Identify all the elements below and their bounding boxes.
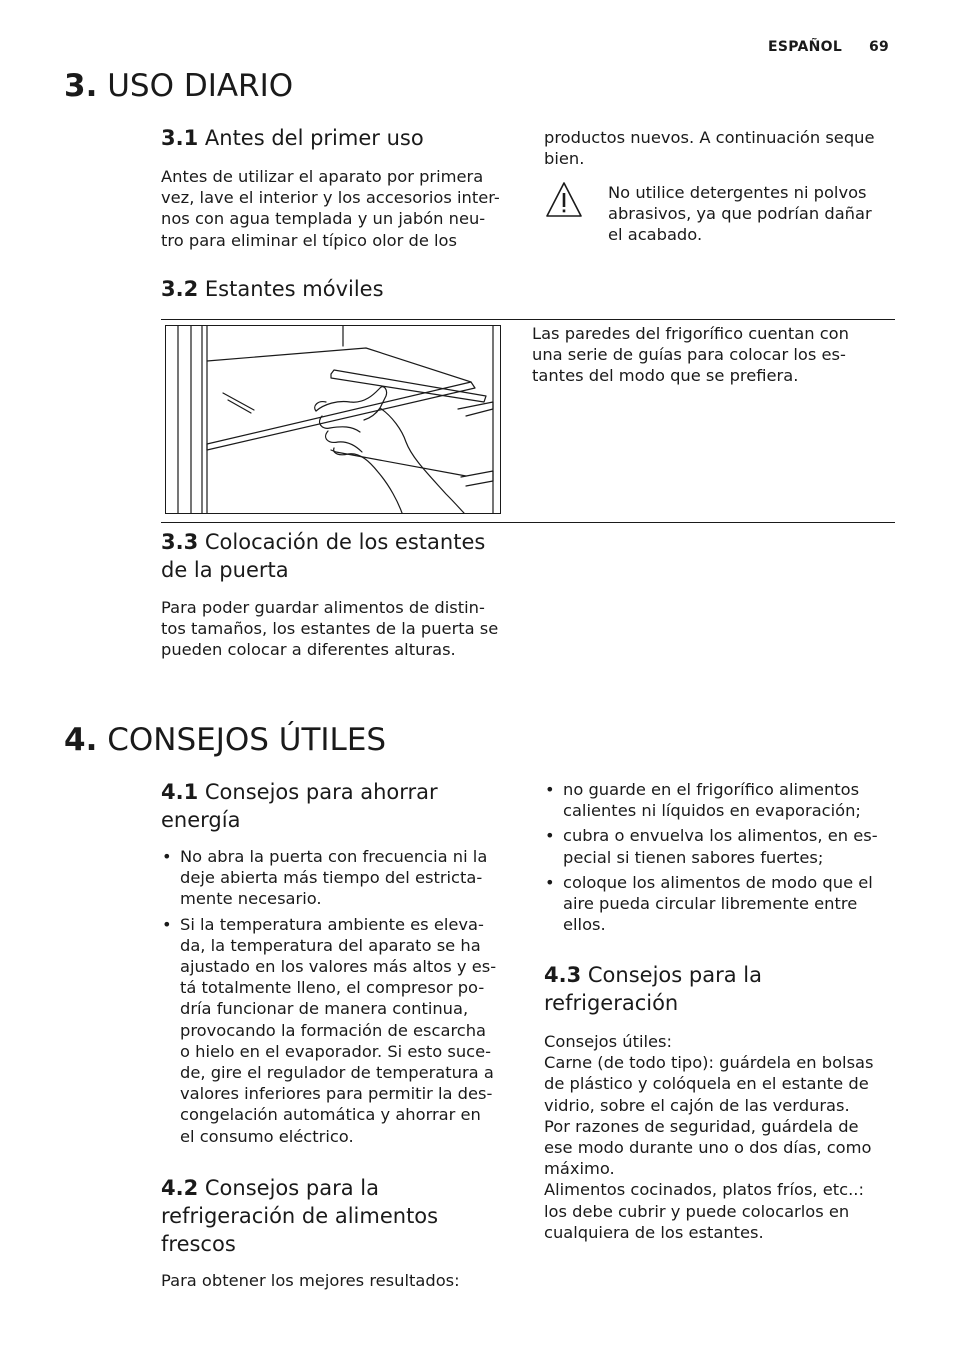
list-line: ellos. <box>563 915 606 935</box>
section-3-3-heading <box>161 528 485 584</box>
body-line: máximo. <box>544 1159 615 1179</box>
list-line: dría funcionar de manera continua, <box>180 999 469 1019</box>
section-4-2-title-line: refrigeración de alimentos <box>161 1204 439 1228</box>
list-line: provocando la formación de escarcha <box>180 1020 487 1040</box>
list-line: da, la temperatura del aparato se ha <box>180 935 481 955</box>
section-3-3-body <box>161 597 498 661</box>
warning-line: abrasivos, ya que podrían dañar <box>608 204 872 224</box>
section-4-3-title-line: refrigeración <box>544 991 679 1015</box>
body-line: Carne (de todo tipo): guárdela en bolsas <box>544 1053 874 1073</box>
section-3-1-body-continued <box>544 127 875 169</box>
section-4-1-heading <box>161 778 438 834</box>
section-divider-top <box>161 319 895 320</box>
section-4-2-title-line: frescos <box>161 1232 236 1256</box>
page-number: 69 <box>869 39 890 55</box>
section-3-3-title-line: de la puerta <box>161 558 289 582</box>
body-line: pueden colocar a diferentes alturas. <box>161 640 456 660</box>
section-4-1-list <box>161 846 521 1151</box>
section-4-3-body <box>544 1031 874 1243</box>
list-line: deje abierta más tiempo del estricta- <box>180 868 483 888</box>
list-line: ajustado en los valores más altos y es- <box>180 957 497 977</box>
body-line: los debe cubrir y puede colocarlos en <box>544 1201 850 1221</box>
list-line: tá totalmente lleno, el compresor po- <box>180 978 485 998</box>
list-item <box>161 846 521 910</box>
chapter-4-title-text: CONSEJOS ÚTILES <box>107 722 387 758</box>
list-line: mente necesario. <box>180 889 322 909</box>
section-4-2-title-line: Consejos para la <box>204 1176 379 1200</box>
list-line: • No abra la puerta con frecuencia ni la <box>180 847 488 866</box>
list-line: • Si la temperatura ambiente es eleva- <box>180 914 484 934</box>
list-line: de, gire el regulador de temperatura a <box>180 1063 494 1083</box>
warning-text <box>608 182 872 246</box>
section-4-3-number: 4.3 <box>544 963 582 987</box>
body-line: Antes de utilizar el aparato por primera <box>161 167 484 186</box>
warning-line: el acabado. <box>608 225 703 245</box>
section-3-3-number: 3.3 <box>161 530 199 554</box>
list-line: aire pueda circular libremente entre <box>563 894 858 914</box>
body-line: cualquiera de los estantes. <box>544 1222 764 1242</box>
section-4-2-list <box>544 779 914 939</box>
section-4-2-number: 4.2 <box>161 1176 199 1200</box>
body-line: Alimentos cocinados, platos fríos, etc..: <box>544 1180 864 1200</box>
list-line: valores inferiores para permitir la des- <box>180 1084 493 1104</box>
list-line: • no guarde en el frigorífico alimentos <box>563 780 860 799</box>
warning-triangle-icon <box>544 180 584 220</box>
warning-line: No utilice detergentes ni polvos <box>608 183 867 202</box>
body-line: Consejos útiles: <box>544 1032 673 1051</box>
body-line: Por razones de seguridad, guárdela de <box>544 1116 859 1136</box>
section-divider-bottom <box>161 522 895 523</box>
section-4-1-title-line: Consejos para ahorrar <box>204 780 438 804</box>
list-item <box>544 779 914 821</box>
section-4-1-number: 4.1 <box>161 780 199 804</box>
section-4-1-title-line: energía <box>161 808 241 832</box>
body-line: nos con agua templada y un jabón neu- <box>161 209 486 229</box>
body-line: Para poder guardar alimentos de distin- <box>161 598 485 617</box>
section-3-3-title-line: Colocación de los estantes <box>204 530 486 554</box>
list-line: congelación automática y ahorrar en <box>180 1105 481 1125</box>
list-line: el consumo eléctrico. <box>180 1126 354 1146</box>
chapter-4-title <box>64 722 386 758</box>
list-line: o hielo en el evaporador. Si esto suce- <box>180 1041 492 1061</box>
chapter-4-number: 4. <box>64 722 98 758</box>
section-3-2-heading <box>161 275 384 303</box>
list-item <box>544 872 914 936</box>
list-item <box>544 825 914 867</box>
section-4-2-body: Para obtener los mejores resultados: <box>161 1271 460 1290</box>
body-line: tos tamaños, los estantes de la puerta se <box>161 619 499 639</box>
chapter-3-number: 3. <box>64 68 98 104</box>
section-3-1-number: 3.1 <box>161 126 199 150</box>
body-line: bien. <box>544 149 585 169</box>
section-4-3-heading <box>544 961 762 1017</box>
section-3-1-heading <box>161 124 424 152</box>
header-language: ESPAÑOL <box>768 39 843 55</box>
body-line: tantes del modo que se prefiera. <box>532 366 799 386</box>
section-4-2-heading <box>161 1174 438 1258</box>
list-item <box>161 914 521 1147</box>
list-line: calientes ni líquidos en evaporación; <box>563 801 861 821</box>
section-3-2-title: Estantes móviles <box>204 277 384 301</box>
body-line: vidrio, sobre el cajón de las verduras. <box>544 1095 850 1115</box>
body-line: productos nuevos. A continuación seque <box>544 128 875 147</box>
section-3-2-body <box>532 323 849 387</box>
list-line: pecial si tienen sabores fuertes; <box>563 847 824 867</box>
section-3-1-body <box>161 166 500 251</box>
list-line: • cubra o envuelva los alimentos, en es- <box>563 826 878 846</box>
body-line: ese modo durante uno o dos días, como <box>544 1138 872 1158</box>
section-3-1-title: Antes del primer uso <box>204 126 424 150</box>
shelf-illustration <box>165 325 501 514</box>
body-line: Las paredes del frigorífico cuentan con <box>532 324 849 343</box>
chapter-3-title-text: USO DIARIO <box>107 68 294 104</box>
body-line: vez, lave el interior y los accesorios inter- <box>161 188 500 208</box>
section-3-2-number: 3.2 <box>161 277 199 301</box>
body-line: de plástico y colóquela en el estante de <box>544 1074 869 1094</box>
chapter-3-title <box>64 68 293 104</box>
list-line: • coloque los alimentos de modo que el <box>563 872 873 892</box>
shelf-drawing <box>166 326 500 513</box>
body-line: una serie de guías para colocar los es- <box>532 345 846 365</box>
body-line: tro para eliminar el típico olor de los <box>161 230 458 250</box>
section-4-3-title-line: Consejos para la <box>587 963 762 987</box>
